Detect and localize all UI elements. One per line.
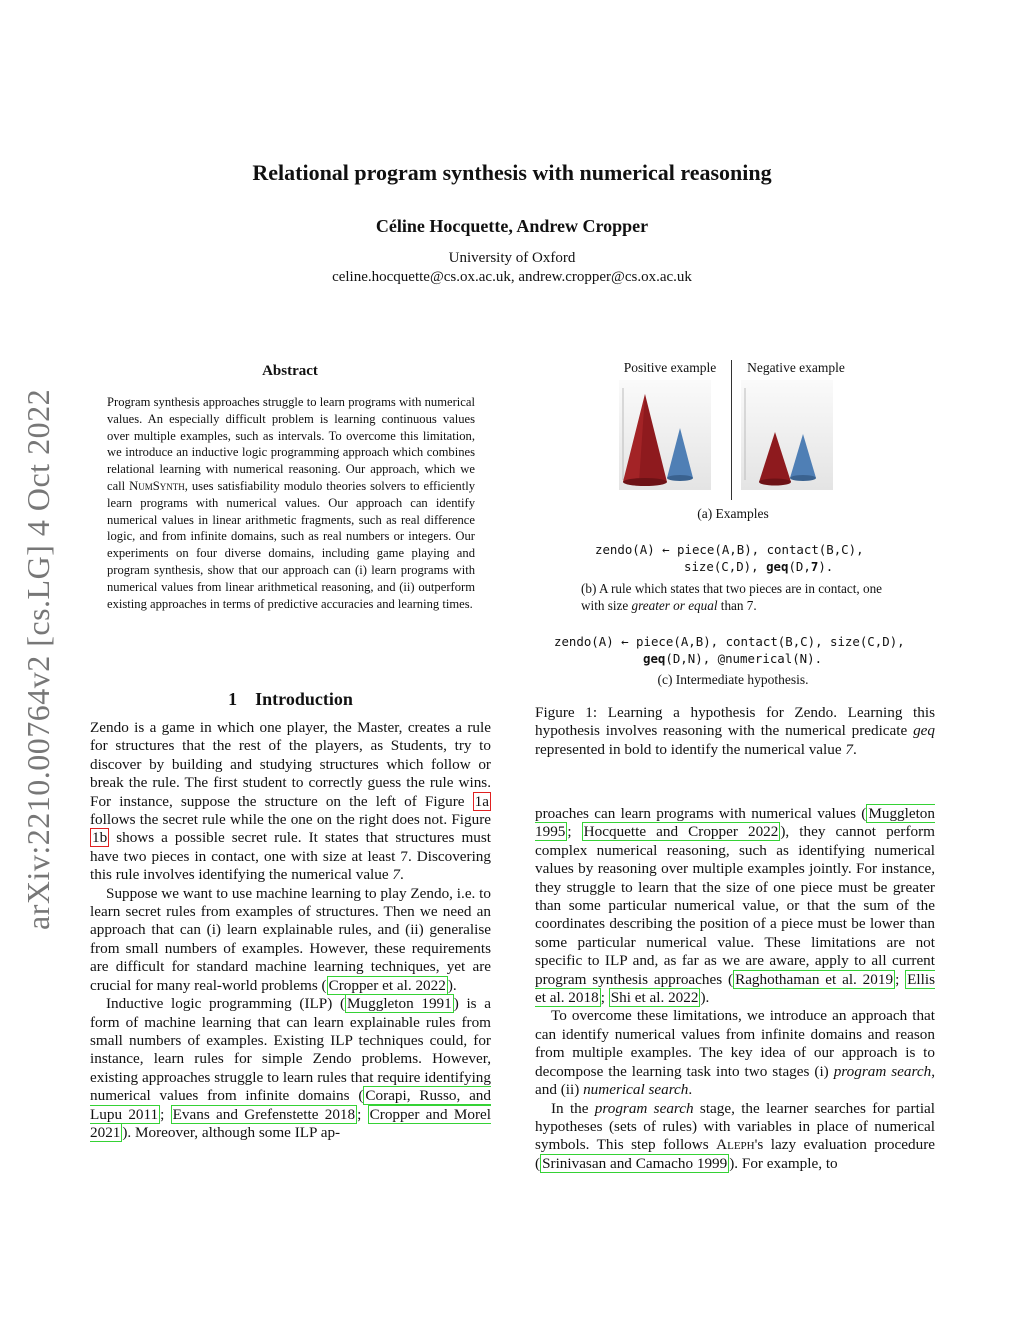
citation-link[interactable]: Cropper and Morel 2021 <box>90 1105 491 1141</box>
citation-link[interactable]: Ellis et al. 2018 <box>535 970 935 1007</box>
red-cone-base <box>759 479 791 486</box>
blue-cone-base <box>667 475 693 481</box>
citation-link[interactable]: Corapi, Russo, and Lupu 2011 <box>90 1087 491 1123</box>
left-column <box>90 719 491 1142</box>
figure-caption: Figure 1: Learning a hypothesis for Zendo. Learning this hypothesis involves reasoning with the numerical predicate geq represented in bold to identify the numerical value 7. <box>535 704 935 758</box>
right-paragraph-2: To overcome these limitations, we introduce an approach that can identify numerical values from infinite domains and reason from multiple examples. The key idea of our approach is to decompose the learning task into two stages (i) program search, and (ii) numerical search. <box>535 1007 935 1099</box>
citation-link[interactable]: Muggleton 1995 <box>535 805 935 841</box>
figure-ref-1a[interactable]: 1a <box>474 792 489 810</box>
intro-paragraph-3: Inductive logic programming (ILP) ( Muggleton 1991 ) is a form of machine learning that can learn explainable rules from small numbers of examples. Existing ILP techniques could, for instance, learn rules for simple Zendo problems. However, existing approaches struggle to learn rules that require identifying numerical values from infinite domains ( Corapi, Russo, and Lupu 2011 ; Evans and Grefenstette 2018 ; Cropper and Morel 2021 ). Moreover, although some ILP ap- <box>90 995 491 1141</box>
section-number: 1 <box>228 689 238 709</box>
affiliation: University of Oxford <box>448 250 576 266</box>
paper-title: Relational program synthesis with numerical reasoning <box>252 160 772 185</box>
intro-paragraph-1: Zendo is a game in which one player, the Master, creates a rule for structures that the rest of the players, as Students, try to discover by building and studying structures which follow or break the rule. The first student to correctly guess the rule wins. For instance, suppose the structure on the left of Figure 1a follows the secret rule while the one on the right does not. Figure 1b shows a possible secret rule. It states that structures must have two pieces in contact, one with size at least 7. Discovering this rule involves identifying the numerical value 7. <box>90 719 491 884</box>
section-heading <box>90 689 491 710</box>
citation-link[interactable]: Shi et al. 2022 <box>610 989 699 1007</box>
citation-link[interactable]: Cropper et al. 2022 <box>328 976 446 994</box>
red-cone-base <box>623 478 667 486</box>
right-column <box>535 805 935 1173</box>
positive-example-label: Positive example <box>623 360 717 375</box>
blue-cone-base <box>790 475 816 481</box>
negative-example-label: Negative example <box>747 360 845 375</box>
abstract-text: Program synthesis approaches struggle to learn programs with numerical values. An especially difficult problem is learning continuous values over multiple examples, such as intervals. To overcome this limitation, we introduce an inductive logic programming approach which combines relational learning with numerical reasoning. Our approach, which we call NumSynth, uses satisfiability modulo theories solvers to efficiently learn programs with numerical values. Our approach can identify numerical values in linear arithmetic fragments, such as real difference logic, and from infinite domains, such as real numbers or integers. Our experiments on four diverse domains, including game playing and program synthesis, show that our approach can (i) learn programs with numerical values from linear arithmetical reasoning, and (ii) outperform existing approaches in terms of predictive accuracies and learning times. <box>107 395 475 611</box>
positive-example-image <box>619 380 711 490</box>
arxiv-identifier: arXiv:2210.00764v2 [cs.LG] 4 Oct 2022 <box>20 388 56 930</box>
citation-link[interactable]: Evans and Grefenstette 2018 <box>172 1105 356 1123</box>
right-paragraph-1: proaches can learn programs with numerical values ( Muggleton 1995 ; Hocquette and Cropper 2022 ), they cannot perform complex numerical reasoning, such as identifying numerical values by reasoning over multiple examples jointly. For instance, they struggle to learn that the size of one piece must be greater than some particular numerical value, or that the sum of the coordinates describing the position of a piece must be lower than some particular numerical value. These limitations are not specific to ILP and, as far as we are aware, apply to all current program synthesis approaches ( Raghothaman et al. 2019 ; Ellis et al. 2018 ; Shi et al. 2022 ). <box>535 805 935 1007</box>
negative-example-image <box>741 380 833 490</box>
citation-link[interactable]: Srinivasan and Camacho 1999 <box>542 1154 728 1172</box>
intro-paragraph-2: Suppose we want to use machine learning to play Zendo, i.e. to learn secret rules from examples of structures. Then we need an approach that can (i) learn explainable rules, and (ii) generalise from small numbers of examples. However, these requirements are difficult for standard machine learning techniques, yet are crucial for many real-world problems ( Cropper et al. 2022 ). <box>90 884 491 994</box>
code-rule-b: zendo(A) ← piece(A,B), contact(B,C), size(C,D), geq(D,7). <box>595 542 864 574</box>
figure-divider <box>731 360 732 500</box>
figure-ref-1b[interactable]: 1b <box>92 829 108 847</box>
subcaption-b: (b) A rule which states that two pieces are in contact, one with size greater or equal than 7. <box>581 581 883 613</box>
citation-link[interactable]: Muggleton 1991 <box>347 995 452 1013</box>
abstract-heading: Abstract <box>262 363 318 379</box>
system-name: Aleph <box>716 1136 755 1154</box>
paper-authors: Céline Hocquette, Andrew Cropper <box>375 216 649 236</box>
right-paragraph-3: In the program search stage, the learner searches for partial hypotheses (sets of rules) with variables in place of numerical symbols. This step follows Aleph's lazy evaluation procedure ( Srinivasan and Camacho 1999 ). For example, to <box>535 1099 935 1172</box>
citation-link[interactable]: Raghothaman et al. 2019 <box>735 970 894 988</box>
affiliation-block <box>0 249 1024 287</box>
subcaption-c: (c) Intermediate hypothesis. <box>657 672 809 687</box>
citation-link[interactable]: Hocquette and Cropper 2022 <box>583 823 779 841</box>
author-emails: celine.hocquette@cs.ox.ac.uk, andrew.cropper@cs.ox.ac.uk <box>332 269 692 285</box>
code-rule-c: zendo(A) ← piece(A,B), contact(B,C), size(C,D), geq(D,N), @numerical(N). <box>554 634 905 666</box>
section-title: Introduction <box>255 689 353 709</box>
system-name: NumSynth <box>129 478 185 493</box>
subcaption-a: (a) Examples <box>697 506 769 521</box>
